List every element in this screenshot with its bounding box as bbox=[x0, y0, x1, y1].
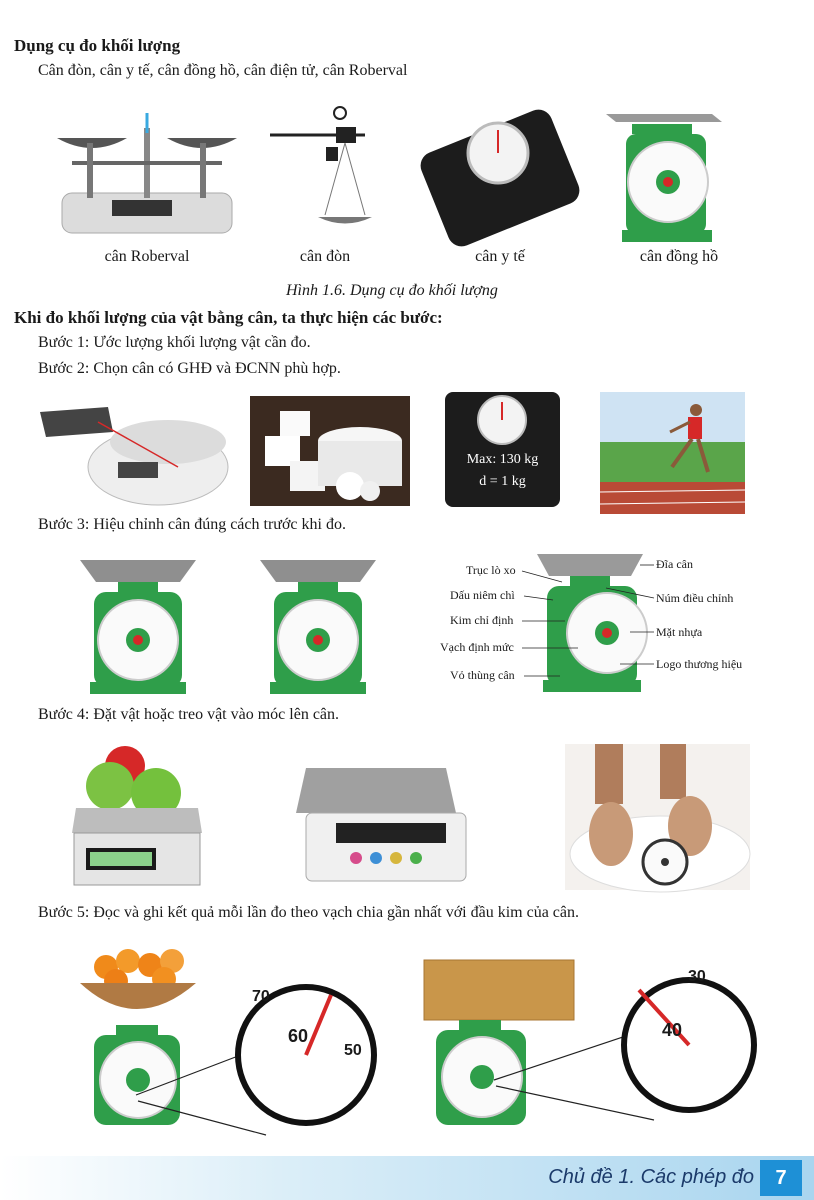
label-logo: Logo thương hiệu bbox=[656, 657, 743, 671]
step-2: Bước 2: Chọn cân có GHĐ và ĐCNN phù hợp. bbox=[38, 360, 341, 377]
tools-intro: Cân đòn, cân y tế, cân đồng hồ, cân điện tử, cân Roberval bbox=[38, 62, 408, 79]
label-dia-can: Đĩa cân bbox=[656, 557, 693, 571]
caption-roberval: cân Roberval bbox=[104, 248, 190, 265]
step-4: Bước 4: Đặt vật hoặc treo vật vào móc lên cân. bbox=[38, 706, 340, 723]
section-heading-steps: Khi đo khối lượng của vật bằng cân, ta thực hiện các bước: bbox=[14, 308, 443, 327]
label-mat-nhua: Mặt nhựa bbox=[656, 625, 703, 639]
step-1: Bước 1: Ước lượng khối lượng vật cần đo. bbox=[38, 334, 311, 351]
page-footer bbox=[0, 1156, 814, 1200]
dial2-tick-30: 30 bbox=[688, 968, 706, 985]
caption-bathroom-scale: cân y tế bbox=[475, 248, 525, 265]
page-number: 7 bbox=[760, 1160, 802, 1196]
dial1-tick-60: 60 bbox=[288, 1026, 309, 1046]
oranges-scale-image bbox=[76, 935, 376, 1135]
section-heading-tools: Dụng cụ đo khối lượng bbox=[14, 36, 181, 55]
label-dau-niem-chi: Dấu niêm chì bbox=[450, 588, 515, 602]
box-scale-image bbox=[424, 960, 754, 1135]
scale-max-text: Max: 130 kg bbox=[466, 452, 539, 467]
dial1-tick-70: 70 bbox=[252, 988, 270, 1005]
figure-caption: Hình 1.6. Dụng cụ đo khối lượng bbox=[286, 282, 498, 299]
caption-steelyard: cân đòn bbox=[299, 248, 351, 265]
step-5: Bước 5: Đọc và ghi kết quả mỗi lần đo theo vạch chia gần nhất với đầu kim của cân. bbox=[38, 904, 579, 921]
label-truc-lo-xo: Trục lò xo bbox=[466, 563, 516, 577]
step-3: Bước 3: Hiệu chỉnh cân đúng cách trước khi đo. bbox=[38, 516, 346, 533]
scale-d-text: d = 1 kg bbox=[479, 474, 526, 489]
label-num-dieu-chinh: Núm điều chỉnh bbox=[656, 591, 734, 605]
dial2-tick-40: 40 bbox=[662, 1020, 683, 1040]
fruit-digital-scale-image bbox=[70, 738, 205, 888]
electronic-balance-image bbox=[296, 758, 471, 883]
feet-on-scale-image bbox=[565, 744, 750, 890]
footer-topic: Chủ đề 1. Các phép đo bbox=[548, 1166, 754, 1188]
label-kim-chi-dinh: Kim chỉ định bbox=[450, 613, 514, 627]
dial1-tick-50: 50 bbox=[344, 1042, 362, 1059]
label-vo-thung-can: Vỏ thùng cân bbox=[450, 668, 515, 682]
label-vach-dinh-muc: Vạch định mức bbox=[440, 640, 514, 654]
caption-dial-scale: cân đồng hồ bbox=[639, 248, 719, 265]
